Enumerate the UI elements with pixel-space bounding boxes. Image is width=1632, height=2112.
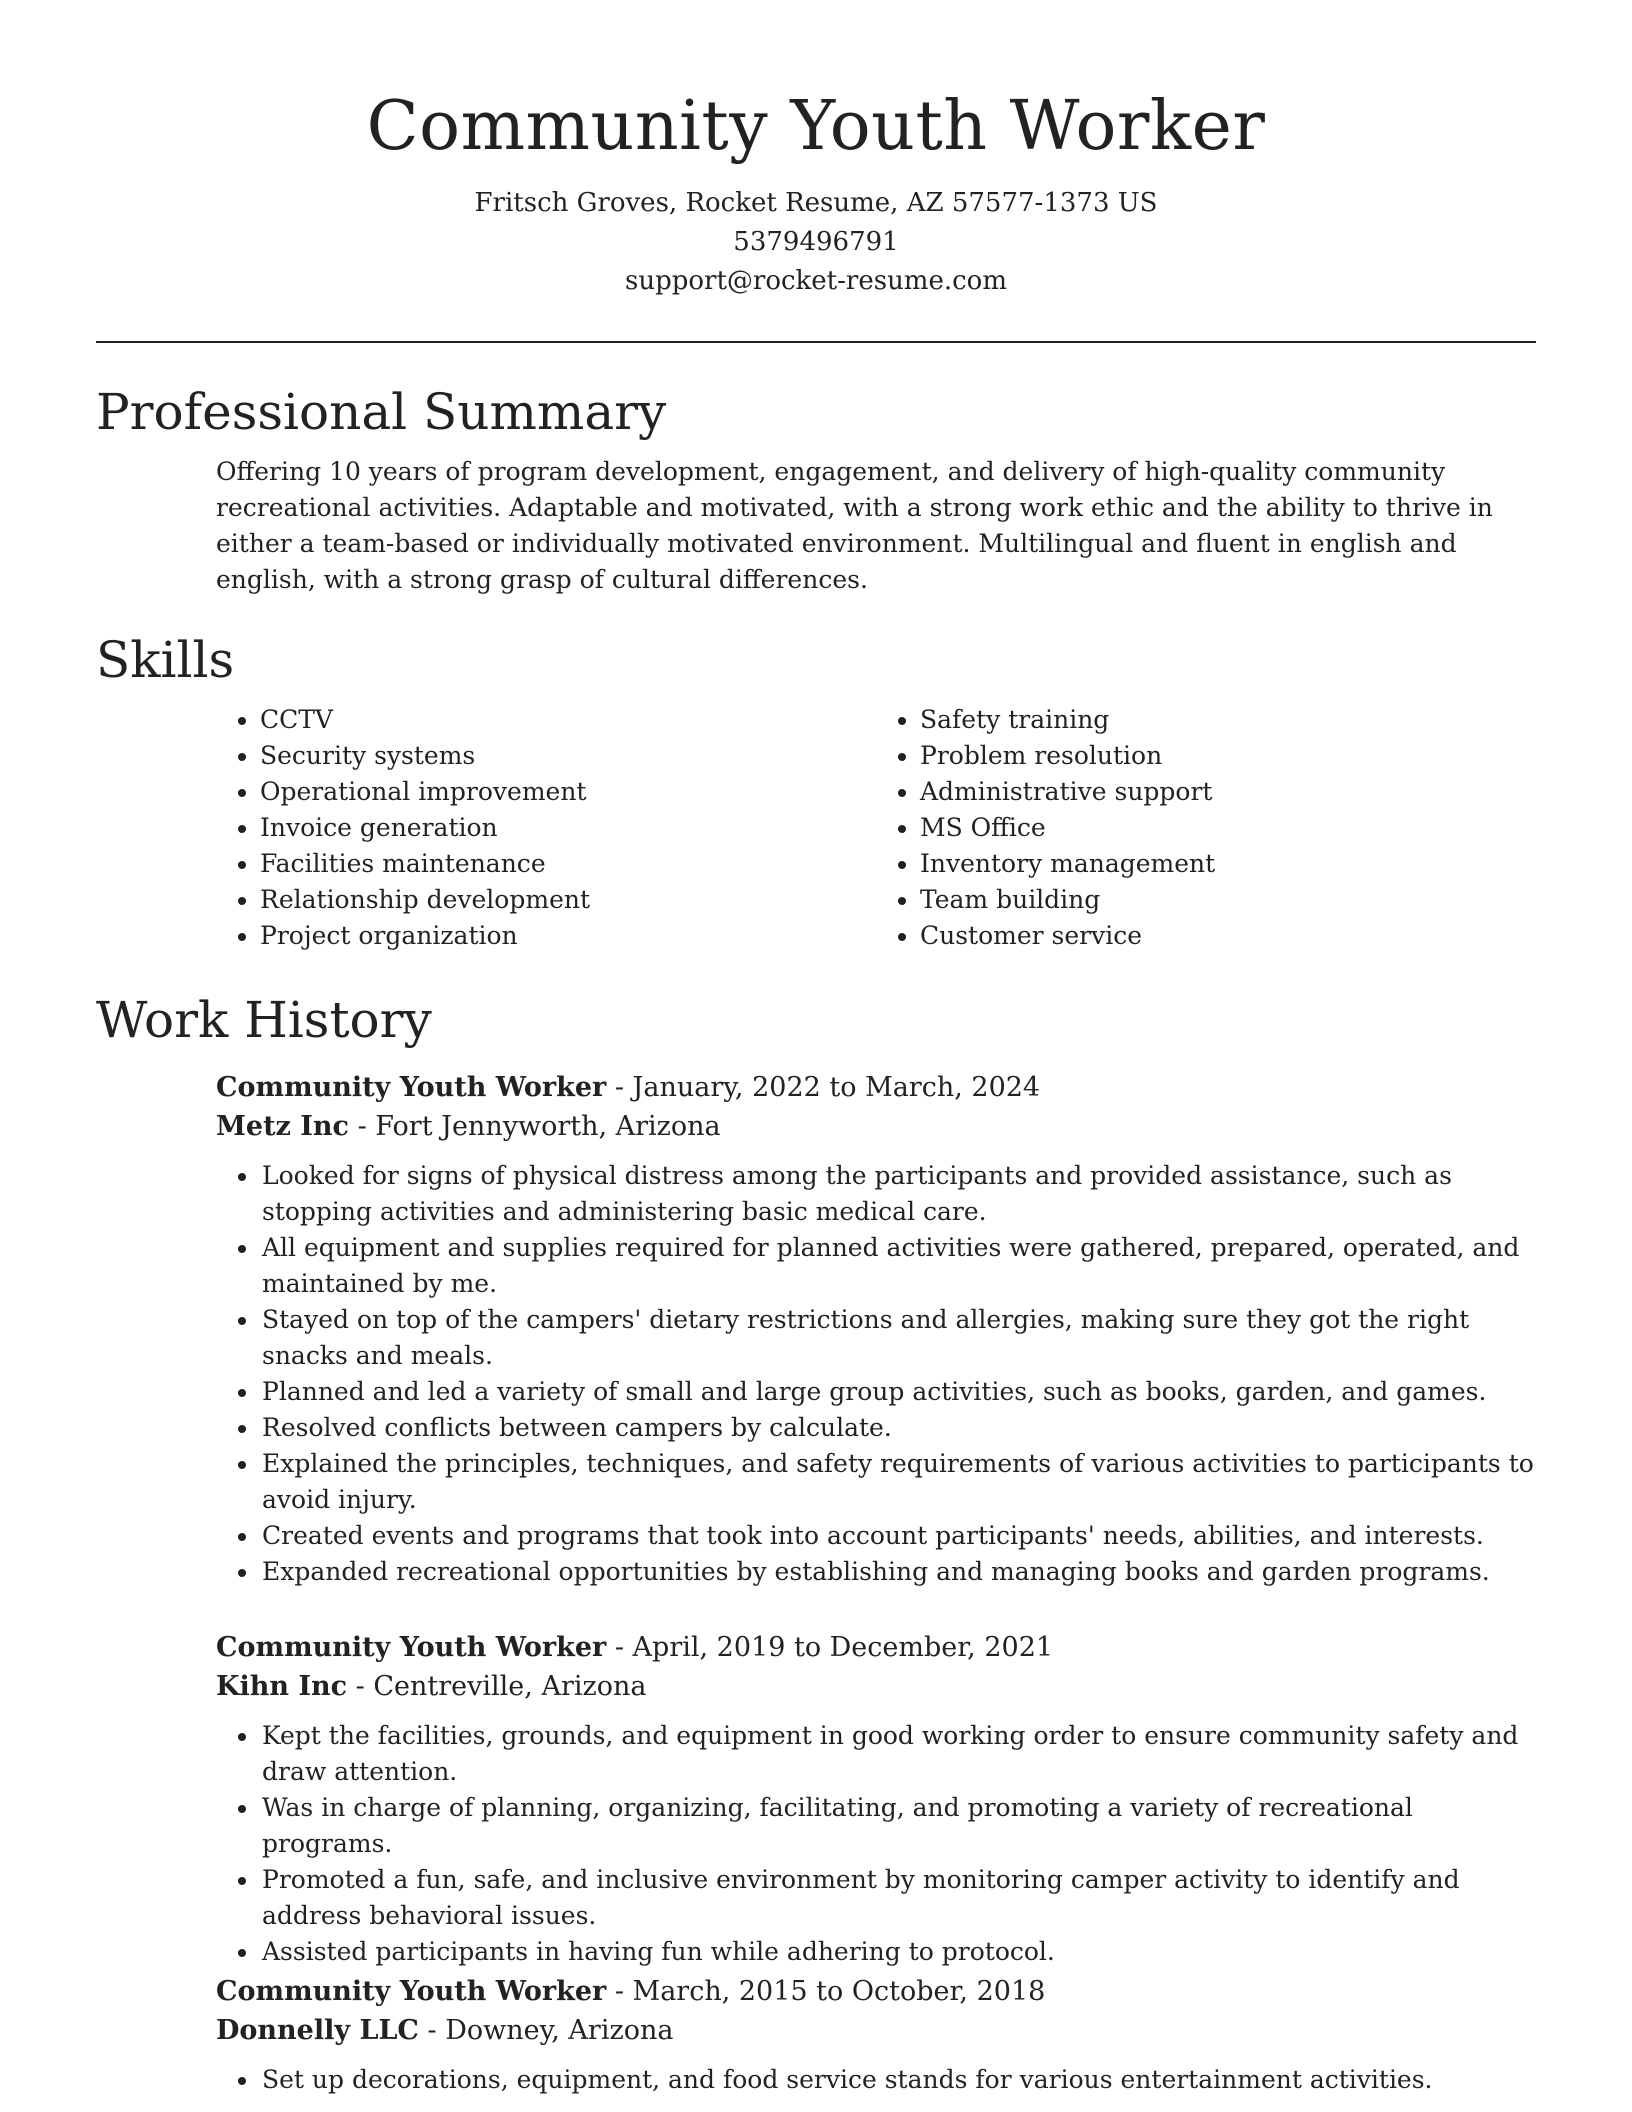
job-bullet: • Explained the principles, techniques, and safety requirements of various activities to participants to avoid injury. (260, 1446, 1536, 1518)
job-bullet: • Looked for signs of physical distress among the participants and provided assistance, such as stopping activities and administering basic medical care. (260, 1158, 1536, 1230)
skill-item: • Administrative support (920, 774, 1536, 810)
job-bullets (216, 1158, 1536, 1590)
contact-block (0, 184, 1632, 301)
job-entry-body (216, 1628, 1536, 1970)
job-location: Downey, Arizona (445, 2015, 674, 2046)
job-dates: January, 2022 to March, 2024 (632, 1072, 1041, 1103)
work-history-heading: Work History (96, 991, 432, 1049)
job-location: Centreville, Arizona (373, 1671, 647, 1702)
job-entry (96, 1972, 1536, 2098)
skill-item: • Inventory management (920, 846, 1536, 882)
job-separator: - (606, 1632, 633, 1663)
job-role: Community Youth Worker (216, 1976, 607, 2007)
job-company: Donnelly LLC (216, 2015, 419, 2046)
job-role: Community Youth Worker (216, 1632, 607, 1663)
skills-columns (216, 702, 1536, 954)
job-title-line (216, 1068, 1536, 1107)
work-history-section (96, 990, 1536, 1050)
skills-list-right (876, 702, 1536, 954)
skill-item: • Operational improvement (260, 774, 876, 810)
job-bullet: • Planned and led a variety of small and large group activities, such as books, garden, and games. (260, 1374, 1536, 1410)
job-bullet: • Set up decorations, equipment, and food service stands for various entertainment activities. (260, 2062, 1536, 2098)
skill-item: • Team building (920, 882, 1536, 918)
skills-heading: Skills (96, 631, 235, 689)
job-separator: - (418, 2015, 446, 2046)
job-bullet: • Stayed on top of the campers' dietary restrictions and allergies, making sure they got the right snacks and meals. (260, 1302, 1536, 1374)
job-company: Kihn Inc (216, 1671, 348, 1702)
skill-item: • Problem resolution (920, 738, 1536, 774)
job-location: Fort Jennyworth, Arizona (375, 1111, 721, 1142)
resume-title: Community Youth Worker (366, 87, 1266, 166)
job-role: Community Youth Worker (216, 1072, 607, 1103)
job-dates: April, 2019 to December, 2021 (632, 1632, 1054, 1663)
job-separator: - (347, 1671, 374, 1702)
job-bullets (216, 1718, 1536, 1970)
job-bullet: • Assisted participants in having fun while adhering to protocol. (260, 1934, 1536, 1970)
job-title-line (216, 1972, 1536, 2011)
job-separator: - (348, 1111, 376, 1142)
skills-section (96, 630, 1536, 954)
job-company-line (216, 2011, 1536, 2050)
skill-item: • Customer service (920, 918, 1536, 954)
job-bullet: • All equipment and supplies required for planned activities were gathered, prepared, operated, and maintained by me. (260, 1230, 1536, 1302)
job-company: Metz Inc (216, 1111, 349, 1142)
job-dates: March, 2015 to October, 2018 (632, 1976, 1046, 2007)
job-company-line (216, 1667, 1536, 1706)
job-entry (96, 1068, 1536, 1590)
job-bullets (216, 2062, 1536, 2098)
job-bullet: • Expanded recreational opportunities by establishing and managing books and garden programs. (260, 1554, 1536, 1590)
job-bullet: • Was in charge of planning, organizing, facilitating, and promoting a variety of recreational programs. (260, 1790, 1536, 1862)
summary-heading: Professional Summary (96, 383, 667, 441)
job-bullet: • Promoted a fun, safe, and inclusive environment by monitoring camper activity to identify and address behavioral issues. (260, 1862, 1536, 1934)
contact-phone: 5379496791 (733, 227, 899, 257)
contact-address: Fritsch Groves, Rocket Resume, AZ 57577-1373 US (474, 188, 1158, 218)
header-divider (96, 341, 1536, 343)
contact-email: support@rocket-resume.com (624, 266, 1007, 296)
skill-item: • Safety training (920, 702, 1536, 738)
job-separator: - (606, 1976, 633, 2007)
skill-item: • CCTV (260, 702, 876, 738)
job-separator: - (606, 1072, 633, 1103)
resume-header (0, 0, 1632, 301)
skill-item: • MS Office (920, 810, 1536, 846)
job-entry-body (216, 1068, 1536, 1590)
summary-text: Offering 10 years of program development, engagement, and delivery of high-quality community recreational activities. Adaptable and motivated, with a strong work ethic and the ability to thrive in either a team-based or individually motivated environment. Multilingual and fluent in english and english, with a strong grasp of cultural differences. (216, 457, 1493, 594)
job-company-line (216, 1107, 1536, 1146)
skills-list-left (216, 702, 876, 954)
job-entry (96, 1628, 1536, 1970)
job-entry-body (216, 1972, 1536, 2098)
summary-section (96, 382, 1536, 598)
skill-item: • Security systems (260, 738, 876, 774)
skill-item: • Facilities maintenance (260, 846, 876, 882)
job-title-line (216, 1628, 1536, 1667)
job-bullet: • Kept the facilities, grounds, and equipment in good working order to ensure community safety and draw attention. (260, 1718, 1536, 1790)
skill-item: • Project organization (260, 918, 876, 954)
job-bullet: • Resolved conflicts between campers by calculate. (260, 1410, 1536, 1446)
skill-item: • Relationship development (260, 882, 876, 918)
job-bullet: • Created events and programs that took into account participants' needs, abilities, and interests. (260, 1518, 1536, 1554)
skill-item: • Invoice generation (260, 810, 876, 846)
